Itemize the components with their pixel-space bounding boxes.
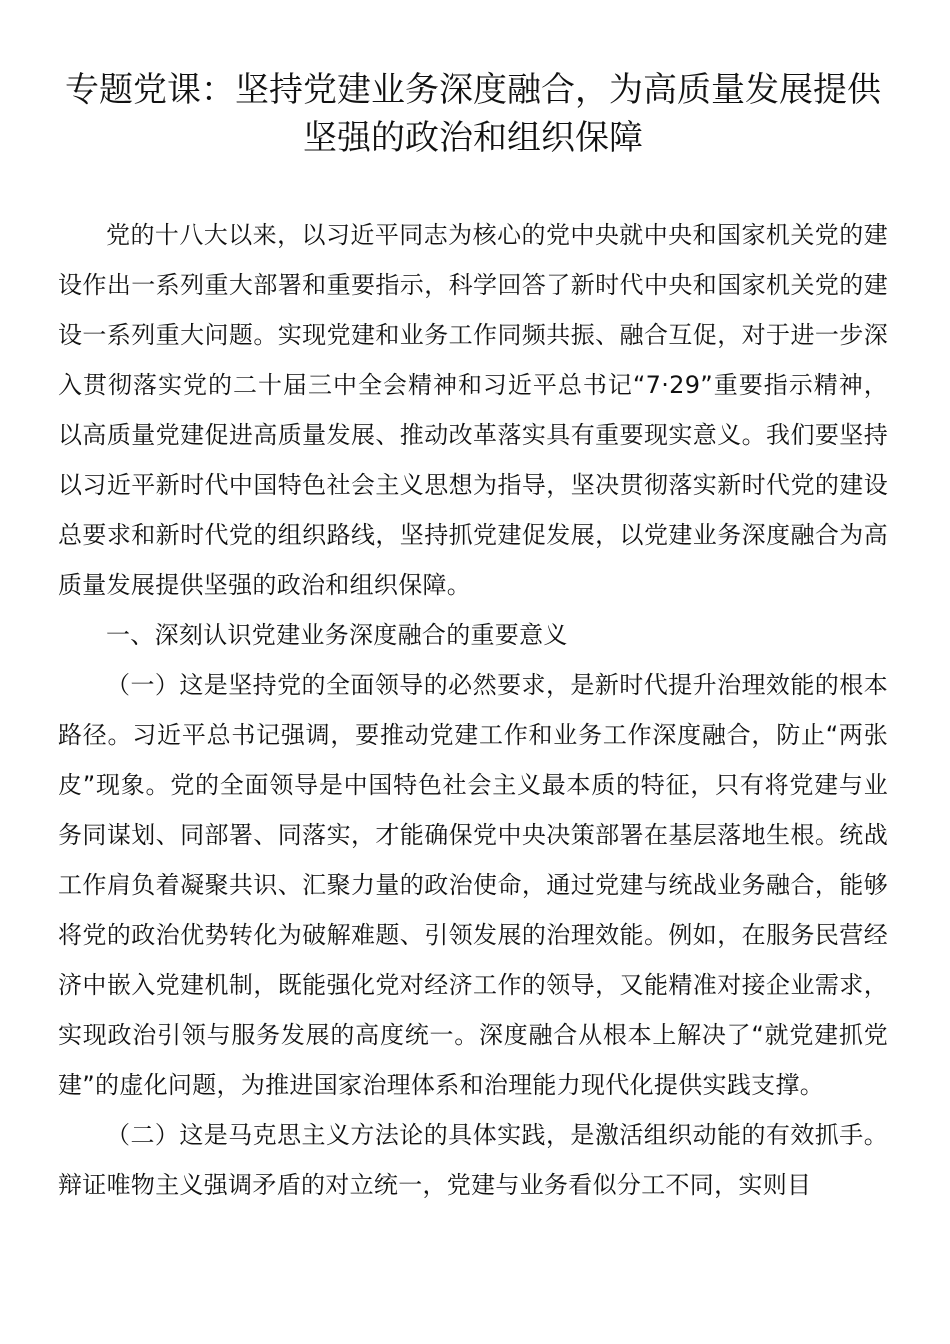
point-paragraph-1: （一）这是坚持党的全面领导的必然要求，是新时代提升治理效能的根本路径。习近平总书记强调，要推动党建工作和业务工作深度融合，防止“两张皮”现象。党的全面领导是中国特色社会主义最本质的特征，只有将党建与业务同谋划、同部署、同落实，才能确保党中央决策部署在基层落地生根。统战工作肩负着凝聚共识、汇聚力量的政治使命，通过党建与统战业务融合，能够将党的政治优势转化为破解难题、引领发展的治理效能。例如，在服务民营经济中嵌入党建机制，既能强化党对经济工作的领导，又能精准对接企业需求，实现政治引领与服务发展的高度统一。深度融合从根本上解决了“就党建抓党建”的虚化问题，为推进国家治理体系和治理能力现代化提供实践支撑。 (58, 671, 888, 1099)
section-heading-1: 一、深刻认识党建业务深度融合的重要意义 (106, 621, 568, 649)
document-title: 专题党课：坚持党建业务深度融合，为高质量发展提供坚强的政治和组织保障 (65, 70, 881, 158)
point-paragraph-2: （二）这是马克思主义方法论的具体实践，是激活组织动能的有效抓手。辩证唯物主义强调矛盾的对立统一，党建与业务看似分工不同，实则目 (58, 1121, 888, 1199)
intro-paragraph: 党的十八大以来，以习近平同志为核心的党中央就中央和国家机关党的建设作出一系列重大部署和重要指示，科学回答了新时代中央和国家机关党的建设一系列重大问题。实现党建和业务工作同频共振、融合互促，对于进一步深入贯彻落实党的二十届三中全会精神和习近平总书记“7·29”重要指示精神，以高质量党建促进高质量发展、推动改革落实具有重要现实意义。我们要坚持以习近平新时代中国特色社会主义思想为指导，坚决贯彻落实新时代党的建设总要求和新时代党的组织路线，坚持抓党建促发展，以党建业务深度融合为高质量发展提供坚强的政治和组织保障。 (58, 221, 888, 599)
document-body (58, 210, 888, 1210)
